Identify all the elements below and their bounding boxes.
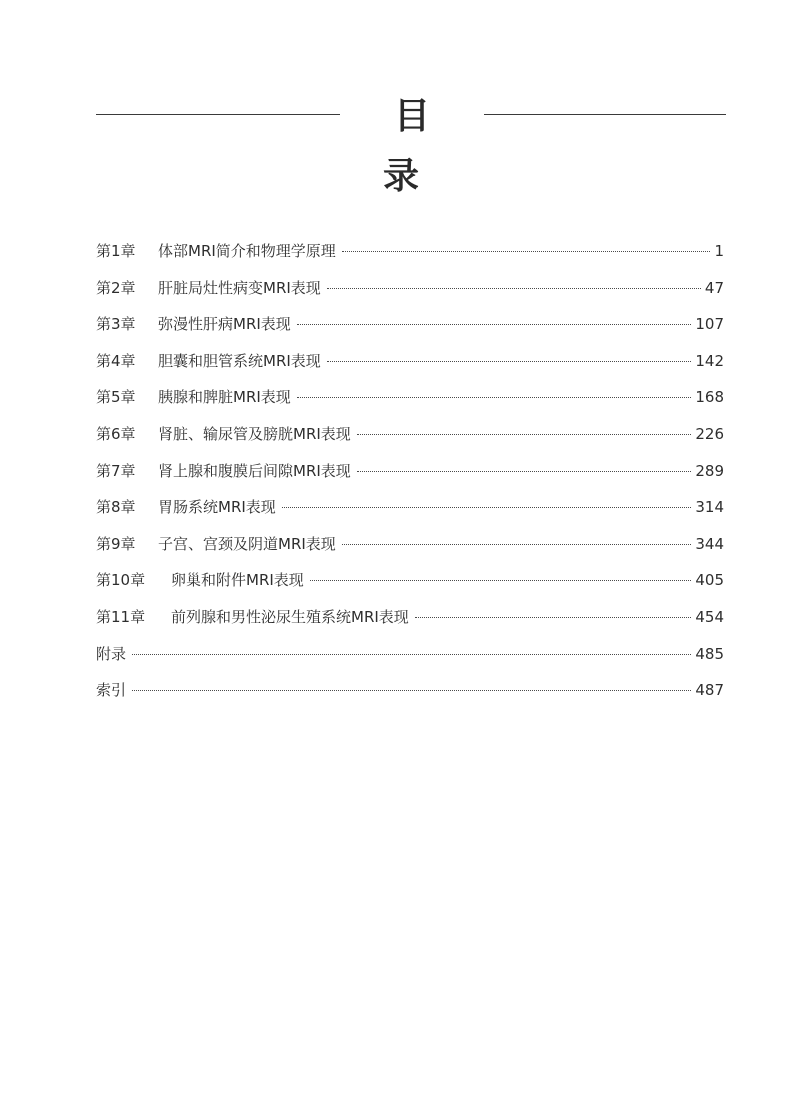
chapter-title: 胃肠系统MRI表现 [158, 498, 276, 517]
page-number: 1 [714, 242, 724, 260]
chapter-number: 第5章 [96, 388, 136, 407]
dot-leader [132, 690, 691, 691]
page-number: 226 [695, 424, 724, 443]
page-number: 454 [695, 607, 724, 626]
chapter-number: 第11章 [96, 607, 146, 626]
page-number: 405 [695, 571, 724, 590]
chapter-title: 体部MRI简介和物理学原理 [158, 242, 336, 260]
dot-leader [310, 580, 692, 581]
chapter-title: 弥漫性肝病MRI表现 [158, 315, 291, 334]
chapter-number: 第3章 [96, 315, 136, 334]
title-row [96, 86, 726, 197]
chapter-number: 第9章 [96, 534, 136, 553]
page-number: 142 [695, 351, 724, 370]
chapter-title: 卵巢和附件MRI表现 [171, 571, 304, 590]
dot-leader [342, 251, 711, 252]
toc-entry-chapter-8[interactable] [96, 496, 724, 533]
chapter-number: 第2章 [96, 278, 136, 297]
chapter-title: 子宫、宫颈及阴道MRI表现 [158, 534, 336, 553]
chapter-number: 第8章 [96, 498, 136, 517]
chapter-number: 第1章 [96, 242, 136, 260]
page-number: 314 [695, 498, 724, 517]
chapter-title: 前列腺和男性泌尿生殖系统MRI表现 [171, 607, 409, 626]
toc-entry-chapter-1[interactable] [96, 240, 724, 277]
page-number: 485 [695, 644, 724, 663]
dot-leader [357, 434, 692, 435]
title-rule-right [484, 114, 726, 115]
page-title: 目录 [382, 95, 452, 197]
chapter-number: 第4章 [96, 351, 136, 370]
chapter-title: 肾上腺和腹膜后间隙MRI表现 [158, 461, 351, 480]
table-of-contents [96, 240, 724, 716]
dot-leader [282, 507, 692, 508]
appendix-title: 附录 [96, 644, 127, 663]
dot-leader [357, 471, 692, 472]
chapter-number: 第7章 [96, 461, 136, 480]
chapter-title: 肝脏局灶性病变MRI表现 [158, 278, 321, 297]
dot-leader [327, 361, 692, 362]
toc-entry-chapter-7[interactable] [96, 460, 724, 497]
toc-entry-chapter-9[interactable] [96, 533, 724, 570]
chapter-number: 第6章 [96, 424, 136, 443]
page-number: 487 [695, 681, 724, 700]
dot-leader [132, 654, 691, 655]
chapter-title: 肾脏、输尿管及膀胱MRI表现 [158, 424, 351, 443]
dot-leader [415, 617, 692, 618]
page-number: 47 [704, 278, 724, 297]
page-number: 344 [695, 534, 724, 553]
toc-entry-appendix[interactable] [96, 643, 724, 680]
toc-entry-chapter-10[interactable] [96, 569, 724, 606]
page-number: 289 [695, 461, 724, 480]
dot-leader [327, 288, 701, 289]
dot-leader [342, 544, 692, 545]
index-title: 索引 [96, 681, 127, 700]
toc-entry-chapter-4[interactable] [96, 350, 724, 387]
toc-entry-chapter-11[interactable] [96, 606, 724, 643]
toc-entry-chapter-6[interactable] [96, 423, 724, 460]
page-number: 107 [695, 315, 724, 334]
page-number: 168 [695, 388, 724, 407]
toc-entry-chapter-3[interactable] [96, 313, 724, 350]
chapter-title: 胰腺和脾脏MRI表现 [158, 388, 291, 407]
chapter-number: 第10章 [96, 571, 146, 590]
toc-entry-index[interactable] [96, 679, 724, 716]
title-rule-left [96, 114, 340, 115]
toc-entry-chapter-2[interactable] [96, 277, 724, 314]
dot-leader [297, 324, 692, 325]
chapter-title: 胆囊和胆管系统MRI表现 [158, 351, 321, 370]
dot-leader [297, 397, 692, 398]
toc-entry-chapter-5[interactable] [96, 386, 724, 423]
